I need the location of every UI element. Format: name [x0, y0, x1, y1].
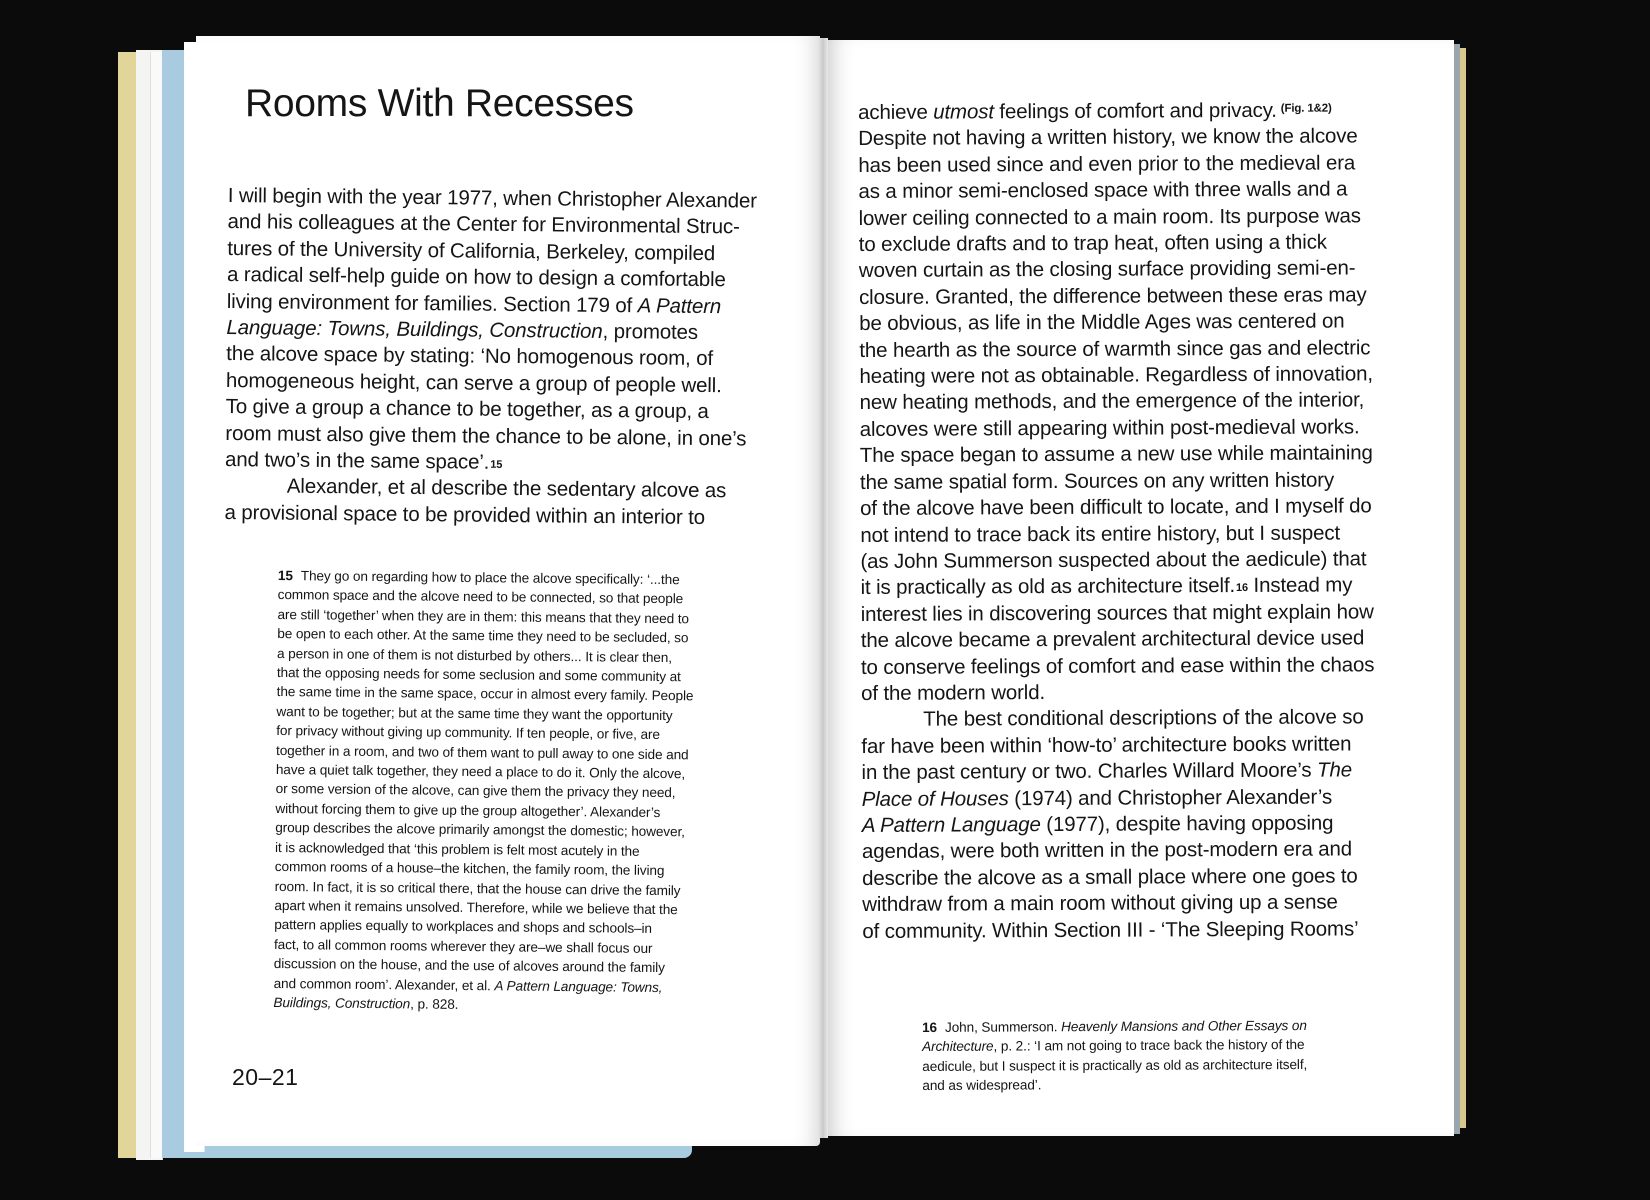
- text-segment: tures of the University of California, Berkeley, compiled: [227, 236, 716, 265]
- text-segment: in the past century or two. Charles Willard Moore’s: [861, 758, 1318, 785]
- text-segment: living environment for families. Section 179 of: [226, 289, 638, 317]
- text-line: [860, 493, 1420, 522]
- text-segment: new heating methods, and the emergence of the interior,: [859, 388, 1365, 415]
- text-line: [859, 361, 1419, 390]
- text-line: [862, 863, 1422, 892]
- text-segment: are still ‘together’ when they are in them: this means that they need to: [277, 606, 689, 627]
- text-line: [862, 836, 1422, 865]
- text-segment: of the alcove have been difficult to locate, and I myself do: [860, 494, 1372, 521]
- text-segment: a person in one of them is not disturbed by others... It is clear then,: [277, 645, 673, 665]
- text-segment: without forcing them to give up the group altogether’. Alexander’s: [275, 800, 661, 820]
- text-line: [860, 467, 1420, 496]
- text-segment: The space began to assume a new use while maintaining: [859, 441, 1373, 468]
- italic-title: A Pattern Language: Towns,: [494, 977, 663, 995]
- text-segment: common space and the alcove need to be connected, so that people: [277, 587, 684, 607]
- text-line: [922, 1074, 1382, 1096]
- text-segment: homogeneous height, can serve a group of people well.: [225, 368, 722, 398]
- text-line: [859, 282, 1419, 311]
- italic-title: A Pattern Language: [861, 813, 1041, 837]
- text-segment: the alcove became a prevalent architectural device used: [860, 626, 1365, 653]
- text-line: [862, 784, 1422, 813]
- text-line: [922, 1016, 1382, 1038]
- text-segment: a radical self-help guide on how to design a comfortable: [226, 263, 726, 292]
- text-line: [861, 678, 1421, 707]
- book-gutter: [818, 38, 828, 1138]
- text-segment: room. In fact, it is so critical there, that the house can drive the family: [274, 878, 681, 898]
- text-segment: and as widespread’.: [922, 1077, 1042, 1094]
- text-segment: it is practically as old as architecture itself.: [860, 574, 1236, 600]
- text-line: [859, 335, 1419, 364]
- text-segment: To give a group a chance to be together, as a group, a: [225, 395, 709, 424]
- text-segment: the hearth as the source of warmth since gas and electric: [859, 335, 1371, 362]
- figure-reference: (Fig. 1&2): [1280, 102, 1332, 115]
- text-segment: it is acknowledged that ‘this problem is felt most acutely in the: [274, 839, 640, 859]
- text-line: [860, 440, 1420, 469]
- text-line: [859, 229, 1419, 258]
- footnote-number: 15: [277, 567, 293, 584]
- page-number: 20–21: [232, 1064, 299, 1090]
- text-line: [861, 731, 1421, 760]
- text-line: [922, 1035, 1382, 1057]
- text-segment: discussion on the house, and the use of alcoves around the family: [273, 956, 665, 976]
- footnote-number: 16: [922, 1019, 938, 1035]
- text-segment: group describes the alcove primarily amongst the domestic; however,: [275, 820, 685, 840]
- text-segment: has been used since and even prior to the medieval era: [858, 151, 1356, 177]
- italic-title: The: [1317, 758, 1352, 782]
- text-segment: I will begin with the year 1977, when Christopher Alexander: [227, 183, 757, 213]
- text-segment: , p. 828.: [410, 996, 459, 1012]
- italic-title: Language: Towns, Buildings, Construction: [226, 316, 603, 343]
- text-line: [860, 572, 1420, 601]
- text-line: [861, 704, 1421, 733]
- text-segment: The best conditional descriptions of the alcove so: [923, 705, 1364, 732]
- text-line: [859, 256, 1419, 285]
- left-body-text: [224, 183, 788, 532]
- text-line: [860, 546, 1420, 575]
- text-segment: or some version of the alcove, can give them the privacy they need,: [275, 781, 676, 801]
- text-segment: of the modern world.: [861, 680, 1046, 705]
- text-segment: fact, to all common rooms wherever they are–we shall focus our: [273, 936, 653, 956]
- text-line: [860, 414, 1420, 443]
- text-line: [860, 520, 1420, 549]
- text-segment: They go on regarding how to place the alcove specifically: ‘...the: [300, 568, 680, 588]
- text-line: [858, 123, 1418, 152]
- text-segment: a provisional space to be provided within an interior to: [224, 500, 706, 529]
- text-segment: (as John Summerson suspected about the aedicule) that: [860, 547, 1367, 573]
- text-segment: (1977), despite having opposing: [1040, 811, 1334, 837]
- text-segment: of community. Within Section III - ‘The Sleeping Rooms’: [862, 916, 1359, 943]
- text-segment: closure. Granted, the difference between these eras may: [858, 283, 1367, 309]
- text-segment: the same spatial form. Sources on any written history: [859, 468, 1335, 494]
- text-segment: aedicule, but I suspect it is practically as old as architecture itself,: [922, 1056, 1308, 1074]
- text-segment: John, Summerson.: [944, 1019, 1062, 1035]
- italic-title: Heavenly Mansions and Other Essays on: [1061, 1017, 1307, 1035]
- text-segment: pattern applies equally to workplaces and shops and schools–in: [274, 917, 653, 937]
- footnote-16-lines: [922, 1016, 1382, 1096]
- italic-title: Place of Houses: [861, 786, 1009, 811]
- text-segment: withdraw from a main room without giving up a sense: [862, 890, 1338, 917]
- text-segment: feelings of comfort and privacy.: [993, 98, 1277, 124]
- text-segment: Despite not having a written history, we know the alcove: [858, 124, 1358, 151]
- text-segment: as a minor semi-enclosed space with three walls and a: [858, 177, 1348, 204]
- footnote-16: [922, 1016, 1382, 1096]
- text-line: [860, 388, 1420, 417]
- text-segment: apart when it remains unsolved. Therefore, while we believe that the: [274, 897, 678, 918]
- text-segment: far have been within ‘how-to’ architecture books written: [861, 732, 1352, 758]
- text-segment: (1974) and Christopher Alexander’s: [1008, 785, 1333, 810]
- text-segment: agendas, were both written in the post-modern era and: [861, 837, 1353, 864]
- text-line: [922, 1054, 1382, 1076]
- text-segment: for privacy without giving up community. If ten people, or five, are: [276, 723, 660, 743]
- text-segment: that the opposing needs for some seclusion and some community at: [276, 665, 681, 685]
- footnote-15: [273, 566, 738, 1017]
- italic-title: Architecture: [922, 1039, 994, 1055]
- text-segment: heating were not as obtainable. Regardless of innovation,: [859, 362, 1373, 389]
- text-line: [861, 625, 1421, 654]
- text-segment: to conserve feelings of comfort and ease within the chaos: [860, 652, 1375, 679]
- italic-title: Buildings, Construction: [273, 994, 411, 1012]
- text-segment: lower ceiling connected to a main room. Its purpose was: [858, 203, 1361, 230]
- text-line: [858, 150, 1418, 179]
- text-line: [859, 308, 1419, 337]
- right-body-text: [858, 97, 1422, 945]
- text-line: [862, 889, 1422, 918]
- italic-title: A Pattern: [637, 293, 722, 318]
- text-segment: be open to each other. At the same time they need to be secluded, so: [277, 626, 689, 646]
- text-segment: , p. 2.: ‘I am not going to trace back the history of the: [993, 1037, 1305, 1055]
- text-segment: room must also give them the chance to be alone, in one’s: [225, 421, 747, 451]
- italic-title: utmost: [933, 100, 994, 124]
- text-segment: woven curtain as the closing surface providing semi-en-: [858, 256, 1356, 283]
- text-segment: achieve: [858, 100, 934, 124]
- text-line: [861, 757, 1421, 786]
- text-segment: be obvious, as life in the Middle Ages was centered on: [859, 309, 1345, 336]
- footnote-reference[interactable]: 16: [1236, 582, 1249, 595]
- text-line: [861, 599, 1421, 628]
- text-segment: not intend to trace back its entire history, but I suspect: [860, 520, 1341, 547]
- footnote-15-lines: [273, 566, 738, 1017]
- text-line: [862, 916, 1422, 945]
- chapter-title: Rooms With Recesses: [245, 82, 634, 125]
- text-line: [858, 176, 1418, 205]
- book-edge-yellow-right: [1460, 48, 1466, 1128]
- text-segment: interest lies in discovering sources that might explain how: [860, 600, 1374, 626]
- text-line: [858, 97, 1418, 126]
- book-edge-yellow: [118, 52, 136, 1158]
- text-line: [862, 810, 1422, 839]
- text-segment: , promotes: [602, 319, 699, 344]
- text-segment: together in a room, and two of them want to pull away to one side and: [275, 742, 689, 762]
- text-line: [859, 203, 1419, 232]
- text-segment: Instead my: [1247, 573, 1353, 598]
- footnote-reference[interactable]: 15: [490, 458, 503, 471]
- text-segment: and common room’. Alexander, et al.: [273, 975, 495, 993]
- text-segment: describe the alcove as a small place where one goes to: [862, 864, 1358, 890]
- text-segment: common rooms of a house–the kitchen, the family room, the living: [274, 859, 665, 879]
- text-segment: alcoves were still appearing within post-medieval works.: [859, 415, 1360, 441]
- text-segment: Alexander, et al describe the sedentary alcove as: [286, 475, 727, 503]
- text-segment: have a quiet talk together, they need a place to do it. Only the alcove,: [275, 762, 686, 782]
- text-segment: want to be together; but at the same time they want the opportunity: [276, 703, 673, 723]
- text-segment: the alcove space by stating: ‘No homogenous room, of: [226, 342, 714, 371]
- text-segment: and two’s in the same space’.: [224, 448, 490, 474]
- text-segment: the same time in the same space, occur in almost every family. People: [276, 684, 694, 704]
- text-segment: and his colleagues at the Center for Environmental Struc-: [227, 210, 740, 239]
- text-line: [861, 652, 1421, 681]
- text-segment: to exclude drafts and to trap heat, often using a thick: [858, 230, 1327, 257]
